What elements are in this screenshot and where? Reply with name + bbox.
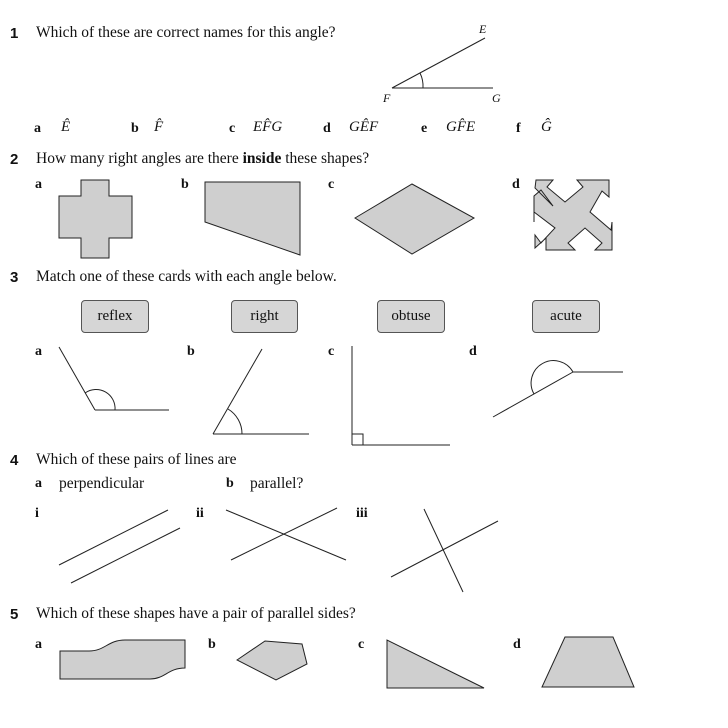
q3-label-a: a [35,344,42,359]
q1-option-d-letter: d [323,121,331,136]
q2-text-bold: inside [242,150,282,167]
q3-text: Match one of these cards with each angle below. [36,268,337,285]
label-g: G [492,91,501,105]
q1-option-b-letter: b [131,121,139,136]
q2-number: 2 [10,151,19,168]
q4-label-ii: ii [196,506,204,521]
card-right[interactable]: right [231,300,298,333]
q5-label-b: b [208,637,216,652]
q1-option-c-value: EF̂G [253,119,283,135]
q1-option-f-value: Ĝ [541,119,552,135]
q4-part-a-letter: a [35,476,42,491]
q5-label-a: a [35,637,42,652]
q4-part-a-text: perpendicular [59,475,145,492]
q2-label-d: d [512,177,520,192]
q2-label-b: b [181,177,189,192]
q2-label-c: c [328,177,335,192]
q4-label-i: i [35,506,39,521]
q3-label-b: b [187,344,195,359]
q4-number: 4 [10,452,19,469]
pentagon-shape [237,641,307,680]
q5-label-c: c [358,637,365,652]
q3-label-d: d [469,344,477,359]
card-reflex[interactable]: reflex [81,300,149,333]
q1-option-c-letter: c [229,121,236,136]
label-e: E [479,22,487,36]
curved-band-shape [60,640,185,679]
q4-label-iii: iii [356,506,368,521]
q5-label-d: d [513,637,521,652]
q4-part-b-letter: b [226,476,234,491]
card-acute[interactable]: acute [532,300,600,333]
right-triangle-shape [387,640,484,688]
q1-number: 1 [10,25,19,42]
q2-text-after: these shapes? [281,150,370,167]
q3-number: 3 [10,269,19,286]
q1-option-e-letter: e [421,121,428,136]
q1-option-b-value: F̂ [154,119,164,135]
q4-part-b-text: parallel? [250,475,304,492]
q3-label-c: c [328,344,335,359]
q1-option-d-value: GÊF [349,119,379,135]
label-f: F [383,91,391,105]
card-obtuse[interactable]: obtuse [377,300,445,333]
trapezium-parallel-shape [542,637,634,687]
q5-number: 5 [10,606,19,623]
q2-label-a: a [35,177,42,192]
q5-text: Which of these shapes have a pair of parallel sides? [36,605,356,622]
q1-option-f-letter: f [516,121,521,136]
q4-text: Which of these pairs of lines are [36,451,237,468]
q1-option-e-value: GF̂E [446,119,476,135]
q1-text: Which of these are correct names for this angle? [36,24,336,41]
q1-option-a-letter: a [34,121,41,136]
q2-text-before: How many right angles are there [36,150,243,167]
q1-option-a-value: Ê [61,119,71,135]
